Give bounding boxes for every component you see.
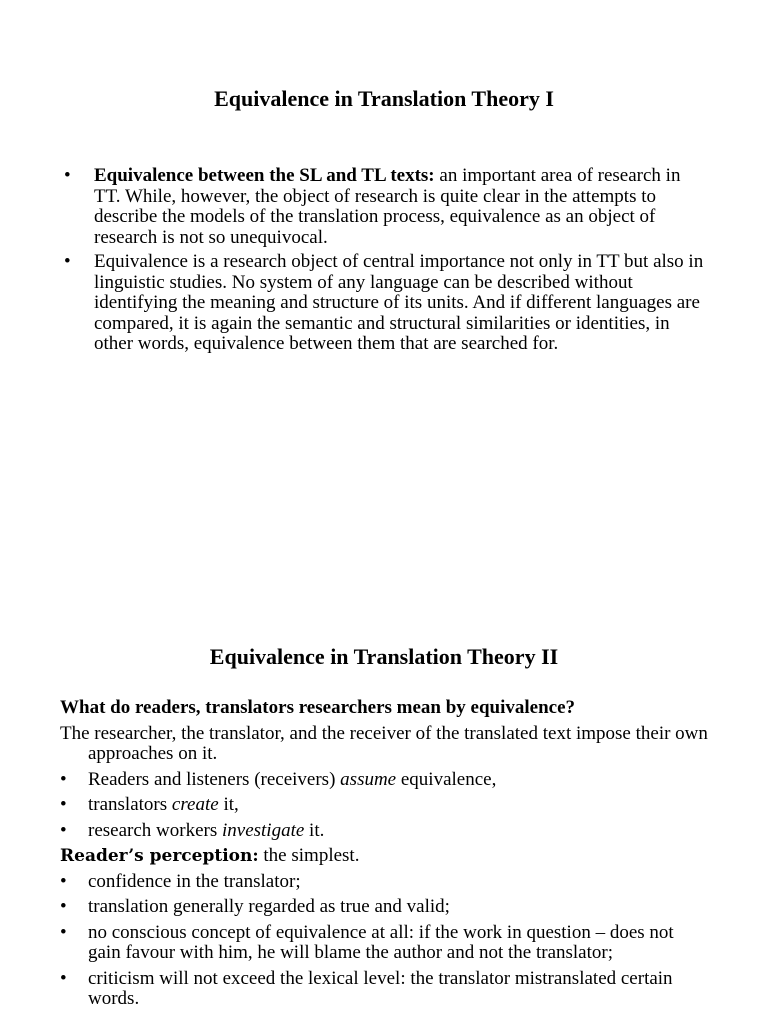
perception-text: the simplest. [258, 845, 360, 866]
role-text: Readers and listeners (receivers) [88, 768, 341, 790]
bullet-icon: • [60, 967, 67, 989]
bullet-icon: • [60, 870, 67, 892]
perception-point [60, 969, 710, 1010]
role-text: equivalence, [396, 768, 497, 790]
role-verb: investigate [221, 819, 305, 841]
bullet-icon: • [60, 819, 67, 841]
slide1-bullet [60, 252, 710, 355]
role-item [60, 795, 710, 816]
bullet-icon: • [64, 165, 71, 186]
point-text: confidence in the translator; [88, 870, 301, 892]
bullet-text: an important area of research in TT. While, however, the object of research is quite clear in the attempts to describe the models of the translation process, equivalence as an object of research is not so unequivocal. [94, 165, 681, 248]
perception-point [60, 872, 710, 893]
role-verb: create [171, 794, 219, 815]
point-text: no conscious concept of equivalence at all: if the work in question – does not gain favour with him, he will blame the author and not the translator; [88, 921, 674, 963]
role-item [60, 770, 710, 791]
role-text: it. [304, 819, 325, 841]
role-item [60, 821, 710, 842]
slide1-bullet-list [60, 166, 710, 359]
point-text: translation generally regarded as true and valid; [88, 896, 450, 917]
slide2-title: Equivalence in Translation Theory II [209, 644, 559, 669]
perception-label: Reader’s perception: [60, 846, 259, 866]
slide1-bullet [60, 166, 710, 248]
bullet-heading: Equivalence between the SL and TL texts: [94, 165, 435, 186]
bullet-icon: • [64, 251, 71, 272]
slide2-body [60, 698, 710, 1015]
bullet-text: Equivalence is a research object of central importance not only in TT but also in linguistic studies. No system of any language can be described without identifying the meaning and structure of its units. And if different languages are compared, it is again the semantic and structural similarities or identities, in other words, equivalence between them that are searched for. [94, 251, 704, 354]
perception-point [60, 923, 710, 964]
point-text: criticism will not exceed the lexical level: the translator mistranslated certain words. [88, 967, 673, 1009]
perception-point [60, 897, 710, 918]
bullet-icon: • [60, 921, 67, 943]
bullet-icon: • [60, 896, 67, 917]
bullet-icon: • [60, 768, 67, 790]
slide1-title: Equivalence in Translation Theory I [214, 86, 554, 111]
role-verb: assume [340, 768, 397, 790]
bullet-icon: • [60, 794, 67, 815]
role-text: translators [88, 794, 172, 815]
role-text: research workers [88, 819, 222, 841]
slide2-question: What do readers, translators researchers mean by equivalence? [60, 697, 576, 718]
slide2-intro: The researcher, the translator, and the receiver of the translated text impose their own approaches on it. [60, 722, 708, 764]
reader-perception [60, 846, 710, 867]
role-text: it, [218, 794, 239, 815]
